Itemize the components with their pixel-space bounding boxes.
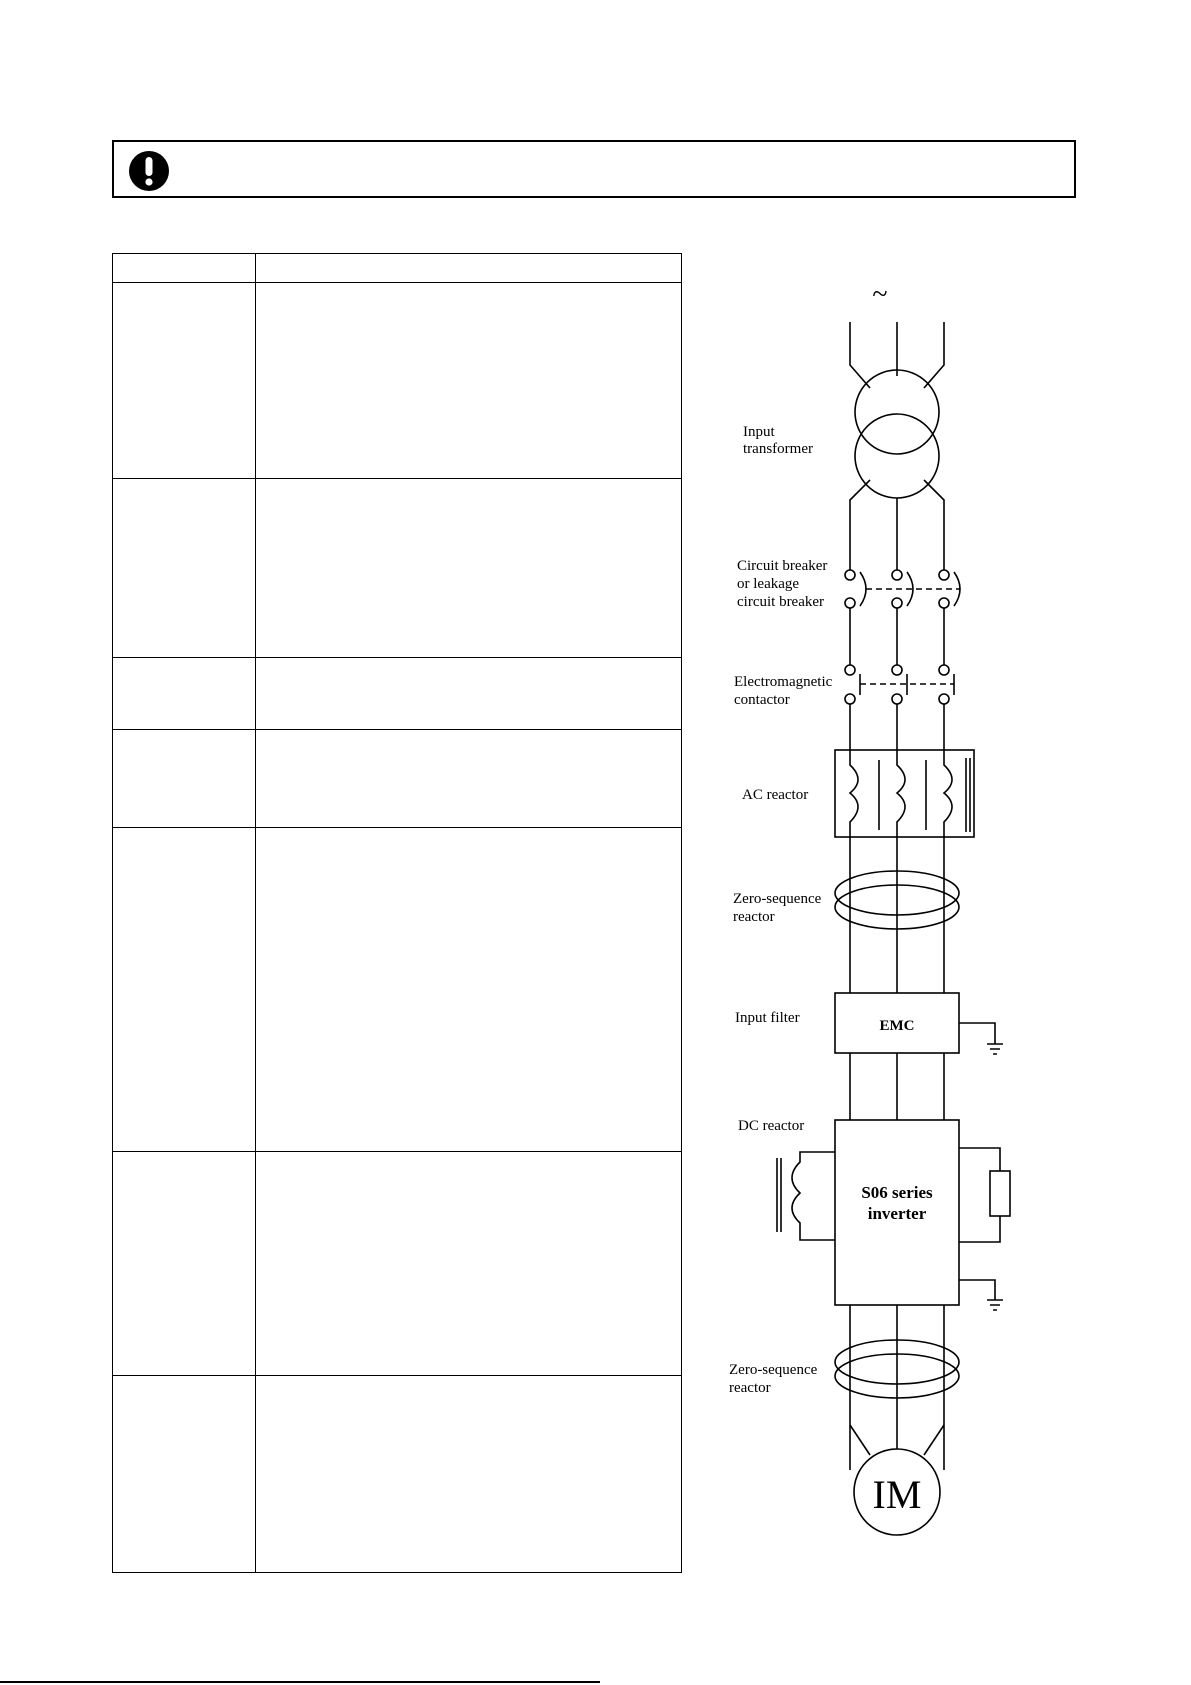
- table-cell-name: [113, 658, 256, 730]
- table-cell-desc: [256, 1376, 682, 1573]
- table-row: [113, 479, 682, 658]
- input-filter-symbol: [835, 993, 1003, 1054]
- wiring-diagram: [700, 250, 1040, 1550]
- table-cell-name: [113, 1152, 256, 1376]
- footer-rule: [0, 1681, 600, 1683]
- table-cell-name: [113, 730, 256, 828]
- label-input-filter: Input filter: [735, 1010, 800, 1026]
- table-row: [113, 658, 682, 730]
- table-cell-name: [113, 1376, 256, 1573]
- table-cell-desc: [256, 479, 682, 658]
- label-breaker-line3: circuit breaker: [737, 594, 825, 610]
- ac-source-symbol: ~: [872, 279, 888, 310]
- label-contactor-line2: contactor: [734, 692, 790, 708]
- table-cell-desc: [256, 283, 682, 479]
- ac-reactor-symbol: [835, 750, 974, 837]
- label-emc: EMC: [879, 1018, 915, 1034]
- label-zero-seq-1-line2: reactor: [733, 909, 775, 925]
- braking-resistor-symbol: [959, 1148, 1010, 1242]
- dc-reactor-symbol: [777, 1152, 835, 1240]
- table-cell-name: [113, 283, 256, 479]
- exclamation-circle-icon: [128, 150, 170, 192]
- table-header-row: [113, 254, 682, 283]
- table-cell-desc: [256, 658, 682, 730]
- inverter-ground-symbol: [959, 1280, 1003, 1310]
- label-contactor-line1: Electromagnetic: [734, 674, 833, 690]
- label-input-transformer-line2: transformer: [743, 441, 813, 457]
- table-cell-desc: [256, 1152, 682, 1376]
- label-inverter-line1: S06 series: [861, 1183, 933, 1202]
- table-cell-desc: [256, 828, 682, 1152]
- label-dc-reactor: DC reactor: [738, 1118, 805, 1134]
- table-header-description: [256, 254, 682, 283]
- table-row: [113, 828, 682, 1152]
- table-row: [113, 1152, 682, 1376]
- table-row: [113, 730, 682, 828]
- table-row: [113, 283, 682, 479]
- contactor-symbol: [845, 665, 954, 750]
- input-transformer-symbol: [855, 370, 939, 498]
- label-breaker-line2: or leakage: [737, 576, 800, 592]
- table-cell-name: [113, 828, 256, 1152]
- label-breaker-line1: Circuit breaker: [737, 558, 828, 574]
- table-cell-desc: [256, 730, 682, 828]
- label-motor: IM: [872, 1472, 922, 1517]
- table-header-name: [113, 254, 256, 283]
- table-cell-name: [113, 479, 256, 658]
- label-inverter-line2: inverter: [867, 1204, 927, 1223]
- table-row: [113, 1376, 682, 1573]
- transformer-output-lines: [850, 480, 944, 570]
- label-zero-seq-1-line1: Zero-sequence: [733, 891, 822, 907]
- circuit-breaker-symbol: [845, 570, 960, 665]
- label-zero-seq-2-line1: Zero-sequence: [729, 1362, 818, 1378]
- warning-box: [112, 140, 1076, 198]
- label-ac-reactor: AC reactor: [742, 787, 809, 803]
- parts-table: [112, 253, 682, 1573]
- label-input-transformer-line1: Input: [743, 424, 775, 440]
- label-zero-seq-2-line2: reactor: [729, 1380, 771, 1396]
- incoming-lines: [850, 322, 944, 388]
